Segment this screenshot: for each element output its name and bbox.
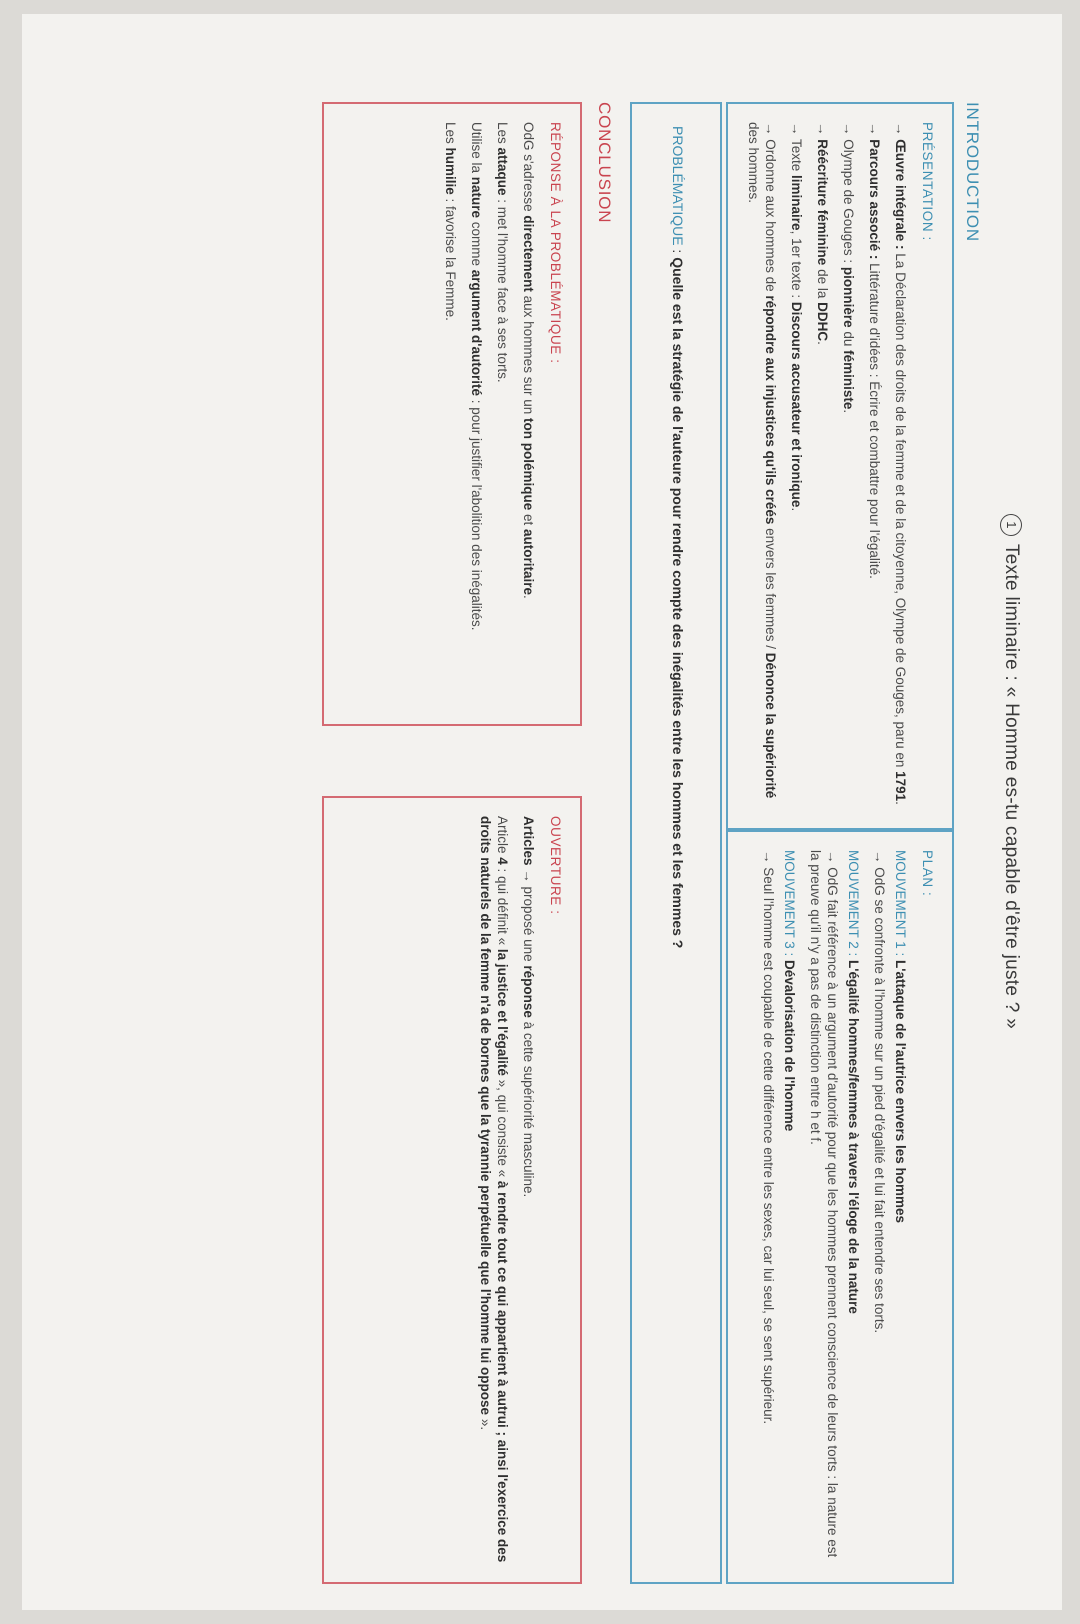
plan-movement-2: MOUVEMENT 2 : L'égalité hommes/femmes à travers l'éloge de la nature: [846, 850, 861, 1314]
plan-movement-2-text: → OdG fait référence à un argument d'autorité pour que les hommes prennent conscience de leurs torts : la nature est la preuve qu'il n'y a pas de distinction entre h et f.: [808, 850, 840, 1558]
presentation-item: → Œuvre intégrale : La Déclaration des droits de la femme et de la citoyenne, Olympe de Gouges, paru en 1791.: [893, 122, 908, 805]
plan-movement-1-text: → OdG se confronte à l'homme sur un pied d'égalité et lui fait entendre ses torts.: [872, 850, 887, 1334]
reponse-box: [322, 102, 582, 726]
reponse-paragraph: OdG s'adresse directement aux hommes sur un ton polémique et autoritaire.: [521, 122, 536, 599]
ouverture-paragraph: Article 4 : qui définit « la justice et l'égalité », qui consiste « à rendre tout ce qui appartient à autrui ; ainsi l'exercice des droits naturels de la femme n'a de bornes que la tyrannie perpétuelle que l'homme lui oppose ».: [478, 816, 510, 1563]
presentation-label: PRÉSENTATION :: [920, 122, 935, 241]
presentation-box: [726, 102, 954, 830]
plan-movement-3: MOUVEMENT 3 : Dévalorisation de l'homme: [782, 850, 797, 1132]
plan-movement-3-text: → Seul l'homme est coupable de cette différence entre les sexes, car lui seul, se sent supérieur.: [761, 850, 776, 1425]
title-text: Texte liminaire : « Homme es-tu capable d'être juste ? »: [1001, 544, 1022, 1030]
conclusion-heading: CONCLUSION: [595, 102, 614, 224]
reponse-paragraph: Utilise la nature comme argument d'autorité : pour justifier l'abolition des inégalités.: [469, 122, 484, 631]
reponse-paragraph: Les humilie : favorise la Femme.: [443, 122, 458, 321]
introduction-heading: INTRODUCTION: [963, 102, 982, 242]
page-title: [1000, 514, 1022, 1514]
plan-label: PLAN :: [920, 850, 935, 897]
presentation-item: → Olympe de Gouges : pionnière du féministe.: [841, 122, 856, 414]
reponse-label: RÉPONSE À LA PROBLÉMATIQUE :: [548, 122, 563, 364]
rotated-page: [42, 44, 1052, 1614]
problematique-box: PROBLÉMATIQUE : Quelle est la stratégie de l'auteure pour rendre compte des inégalités entre les hommes et les femmes ?: [630, 102, 722, 1584]
paper-sheet: [22, 14, 1062, 1610]
ouverture-label: OUVERTURE :: [548, 816, 563, 915]
plan-movement-1: MOUVEMENT 1 : L'attaque de l'autrice envers les hommes: [893, 850, 908, 1224]
plan-box: [726, 830, 954, 1584]
presentation-item: → Parcours associé : Littérature d'idées : Écrire et combattre pour l'égalité.: [867, 122, 882, 579]
problematique-question: Quelle est la stratégie de l'auteure pour rendre compte des inégalités entre les hommes et les femmes ?: [670, 257, 686, 949]
presentation-item: → Ordonne aux hommes de répondre aux injustices qu'ils créés envers les femmes / Dénonce la supériorité des hommes.: [746, 122, 778, 799]
presentation-item: → Réécriture féminine de la DDHC.: [815, 122, 830, 345]
problematique-label: PROBLÉMATIQUE: [670, 126, 686, 246]
ouverture-box: [322, 796, 582, 1584]
title-number: 1: [1000, 514, 1022, 536]
ouverture-paragraph: Articles → proposé une réponse à cette supériorité masculine.: [521, 816, 536, 1198]
presentation-item: → Texte liminaire, 1er texte : Discours accusateur et ironique.: [789, 122, 804, 512]
reponse-paragraph: Les attaque : met l'homme face à ses torts.: [495, 122, 510, 383]
